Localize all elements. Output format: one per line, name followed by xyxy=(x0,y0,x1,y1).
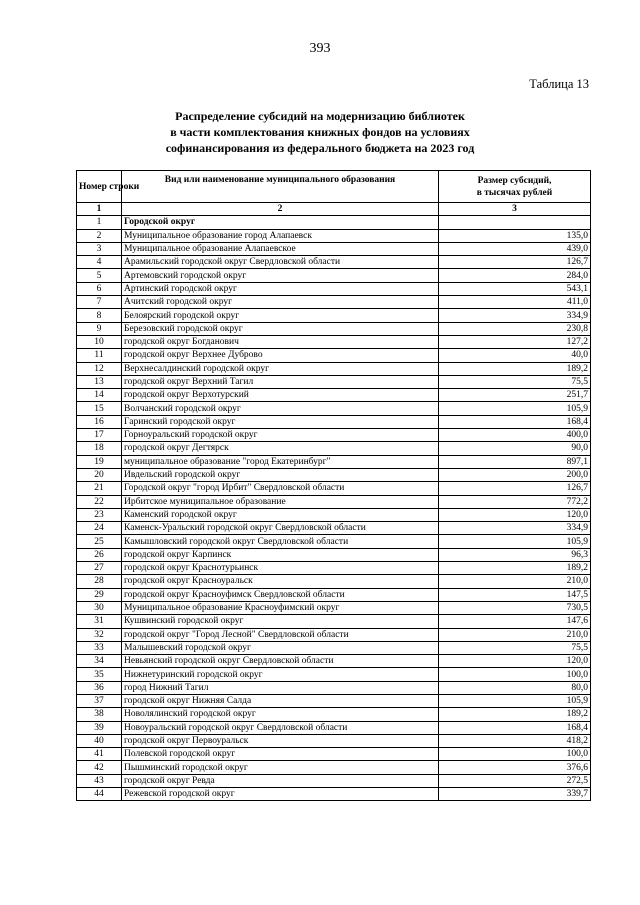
table-row xyxy=(77,429,591,442)
subsidy-value: 105,9 xyxy=(439,535,591,548)
table-row xyxy=(77,508,591,521)
row-number: 22 xyxy=(77,495,122,508)
subsidy-value: 120,0 xyxy=(439,508,591,521)
table-row xyxy=(77,734,591,747)
row-number: 15 xyxy=(77,402,122,415)
title-line: в части комплектования книжных фондов на условиях xyxy=(170,125,470,139)
table-row xyxy=(77,748,591,761)
municipality-name: Белоярский городской округ xyxy=(122,309,439,322)
subsidy-value: 189,2 xyxy=(439,708,591,721)
table-row xyxy=(77,774,591,787)
page-number: 393 xyxy=(309,41,331,56)
row-number: 43 xyxy=(77,774,122,787)
municipality-name: Верхнесалдинский городской округ xyxy=(122,362,439,375)
municipality-name: муниципальное образование "город Екатеринбург" xyxy=(122,455,439,468)
subsidy-value: 105,9 xyxy=(439,402,591,415)
table-row xyxy=(77,442,591,455)
row-number: 12 xyxy=(77,362,122,375)
municipality-name: Горноуральский городской округ xyxy=(122,429,439,442)
header-row-number: Номер строки xyxy=(77,171,122,203)
subsidy-value: 100,0 xyxy=(439,748,591,761)
table-row xyxy=(77,402,591,415)
row-number: 33 xyxy=(77,641,122,654)
municipality-name: городской округ Карпинск xyxy=(122,548,439,561)
subsidy-value: 897,1 xyxy=(439,455,591,468)
subsidy-value: 730,5 xyxy=(439,601,591,614)
row-number: 26 xyxy=(77,548,122,561)
municipality-name: Артемовский городской округ xyxy=(122,269,439,282)
municipality-name: Камышловский городской округ Свердловской области xyxy=(122,535,439,548)
row-number: 10 xyxy=(77,335,122,348)
row-number: 14 xyxy=(77,389,122,402)
row-number: 6 xyxy=(77,282,122,295)
table-row xyxy=(77,309,591,322)
table-row xyxy=(77,575,591,588)
table-row xyxy=(77,468,591,481)
subsidy-value: 90,0 xyxy=(439,442,591,455)
subsidy-value: 284,0 xyxy=(439,269,591,282)
municipality-name: городской округ Богданович xyxy=(122,335,439,348)
row-number: 36 xyxy=(77,681,122,694)
table-row xyxy=(77,389,591,402)
municipality-name: Ирбитское муниципальное образование xyxy=(122,495,439,508)
subsidy-value: 80,0 xyxy=(439,681,591,694)
row-number: 13 xyxy=(77,375,122,388)
municipality-name: город Нижний Тагил xyxy=(122,681,439,694)
subsidy-value: 168,4 xyxy=(439,415,591,428)
municipality-name: городской округ Красноуфимск Свердловской области xyxy=(122,588,439,601)
table-row xyxy=(77,415,591,428)
table-row xyxy=(77,256,591,269)
table-row xyxy=(77,269,591,282)
row-number: 4 xyxy=(77,256,122,269)
municipality-name: городской округ "Город Лесной" Свердловской области xyxy=(122,628,439,641)
subsidy-value: 168,4 xyxy=(439,721,591,734)
column-number: 1 xyxy=(77,203,122,216)
table-row xyxy=(77,721,591,734)
table-row xyxy=(77,482,591,495)
header-row xyxy=(77,171,591,203)
table-row xyxy=(77,362,591,375)
row-number: 34 xyxy=(77,655,122,668)
row-number: 41 xyxy=(77,748,122,761)
subsidy-value: 126,7 xyxy=(439,256,591,269)
row-number: 39 xyxy=(77,721,122,734)
municipality-name: Полевской городской округ xyxy=(122,748,439,761)
table-row xyxy=(77,535,591,548)
column-number-row xyxy=(77,203,591,216)
table-row xyxy=(77,335,591,348)
municipality-name: Муниципальное образование город Алапаевск xyxy=(122,229,439,242)
table-row xyxy=(77,229,591,242)
table-row xyxy=(77,562,591,575)
table-row xyxy=(77,322,591,335)
row-number: 24 xyxy=(77,522,122,535)
row-number: 21 xyxy=(77,482,122,495)
municipality-name: городской округ Верхний Тагил xyxy=(122,375,439,388)
subsidy-value xyxy=(439,216,591,229)
row-number: 16 xyxy=(77,415,122,428)
title-line: софинансирования из федерального бюджета на 2023 год xyxy=(165,141,475,155)
row-number: 11 xyxy=(77,349,122,362)
row-number: 29 xyxy=(77,588,122,601)
subsidy-value: 543,1 xyxy=(439,282,591,295)
subsidy-value: 251,7 xyxy=(439,389,591,402)
table-label: Таблица 13 xyxy=(529,77,589,91)
subsidy-value: 439,0 xyxy=(439,242,591,255)
subsidy-value: 334,9 xyxy=(439,522,591,535)
subsidy-value: 272,5 xyxy=(439,774,591,787)
municipality-name: Березовский городской округ xyxy=(122,322,439,335)
table-row xyxy=(77,282,591,295)
column-number: 3 xyxy=(439,203,591,216)
municipality-name: Кушвинский городской округ xyxy=(122,615,439,628)
municipality-name: Артинский городской округ xyxy=(122,282,439,295)
table-row xyxy=(77,694,591,707)
header-municipality: Вид или наименование муниципального образования xyxy=(122,171,439,203)
header-subsidy-line1: Размер субсидий, xyxy=(477,175,552,186)
table-row xyxy=(77,615,591,628)
municipality-name: Новолялинский городской округ xyxy=(122,708,439,721)
subsidy-value: 376,6 xyxy=(439,761,591,774)
row-number: 7 xyxy=(77,296,122,309)
subsidy-value: 120,0 xyxy=(439,655,591,668)
subsidy-value: 418,2 xyxy=(439,734,591,747)
row-number: 40 xyxy=(77,734,122,747)
municipality-name: городской округ Нижняя Салда xyxy=(122,694,439,707)
subsidy-value: 40,0 xyxy=(439,349,591,362)
column-number: 2 xyxy=(122,203,439,216)
municipality-name: Пышминский городской округ xyxy=(122,761,439,774)
row-number: 25 xyxy=(77,535,122,548)
subsidy-value: 127,2 xyxy=(439,335,591,348)
table-row xyxy=(77,681,591,694)
municipality-name: городской округ Первоуральск xyxy=(122,734,439,747)
municipality-name: Нижнетуринский городской округ xyxy=(122,668,439,681)
subsidy-value: 96,3 xyxy=(439,548,591,561)
table-row xyxy=(77,628,591,641)
table-row xyxy=(77,761,591,774)
row-number: 44 xyxy=(77,788,122,801)
municipality-name: Новоуральский городской округ Свердловской области xyxy=(122,721,439,734)
subsidy-value: 126,7 xyxy=(439,482,591,495)
municipality-name: городской округ Верхотурский xyxy=(122,389,439,402)
row-number: 20 xyxy=(77,468,122,481)
subsidy-value: 772,2 xyxy=(439,495,591,508)
table-row xyxy=(77,522,591,535)
table-row xyxy=(77,708,591,721)
subsidy-value: 189,2 xyxy=(439,562,591,575)
municipality-name: Невьянский городской округ Свердловской области xyxy=(122,655,439,668)
row-number: 3 xyxy=(77,242,122,255)
municipality-name: Муниципальное образование Алапаевское xyxy=(122,242,439,255)
subsidy-value: 400,0 xyxy=(439,429,591,442)
municipality-name: Волчанский городской округ xyxy=(122,402,439,415)
subsidy-value: 135,0 xyxy=(439,229,591,242)
table-row xyxy=(77,375,591,388)
subsidy-value: 210,0 xyxy=(439,575,591,588)
subsidy-value: 189,2 xyxy=(439,362,591,375)
municipality-name: Малышевский городской округ xyxy=(122,641,439,654)
row-number: 5 xyxy=(77,269,122,282)
subsidy-value: 147,6 xyxy=(439,615,591,628)
subsidy-value: 210,0 xyxy=(439,628,591,641)
row-number: 9 xyxy=(77,322,122,335)
table-row xyxy=(77,548,591,561)
municipality-name: Каменский городской округ xyxy=(122,508,439,521)
row-number: 31 xyxy=(77,615,122,628)
subsidy-value: 105,9 xyxy=(439,694,591,707)
document-title xyxy=(0,108,640,156)
table-row xyxy=(77,455,591,468)
row-number: 32 xyxy=(77,628,122,641)
table-row xyxy=(77,788,591,801)
subsidy-value: 411,0 xyxy=(439,296,591,309)
row-number: 1 xyxy=(77,216,122,229)
municipality-name: Городской округ xyxy=(122,216,439,229)
subsidy-value: 75,5 xyxy=(439,641,591,654)
table-row xyxy=(77,601,591,614)
row-number: 30 xyxy=(77,601,122,614)
table-row xyxy=(77,216,591,229)
header-subsidy-amount xyxy=(439,171,591,203)
row-number: 38 xyxy=(77,708,122,721)
row-number: 27 xyxy=(77,562,122,575)
header-subsidy-line2: в тысячах рублей xyxy=(476,187,553,198)
row-number: 35 xyxy=(77,668,122,681)
subsidy-value: 230,8 xyxy=(439,322,591,335)
municipality-name: городской округ Краснотурьинск xyxy=(122,562,439,575)
municipality-name: городской округ Ревда xyxy=(122,774,439,787)
subsidy-value: 75,5 xyxy=(439,375,591,388)
table-row xyxy=(77,641,591,654)
subsidy-value: 200,0 xyxy=(439,468,591,481)
table-row xyxy=(77,349,591,362)
subsidy-value: 339,7 xyxy=(439,788,591,801)
municipality-name: городской округ Дегтярск xyxy=(122,442,439,455)
row-number: 17 xyxy=(77,429,122,442)
table-row xyxy=(77,296,591,309)
title-line: Распределение субсидий на модернизацию библиотек xyxy=(175,109,465,123)
table-row xyxy=(77,655,591,668)
municipality-name: городской округ Красноуральск xyxy=(122,575,439,588)
table-row xyxy=(77,588,591,601)
table-row xyxy=(77,668,591,681)
row-number: 19 xyxy=(77,455,122,468)
table-row xyxy=(77,495,591,508)
municipality-name: Муниципальное образование Красноуфимский округ xyxy=(122,601,439,614)
subsidy-table xyxy=(76,170,591,801)
subsidy-value: 147,5 xyxy=(439,588,591,601)
row-number: 37 xyxy=(77,694,122,707)
subsidy-value: 100,0 xyxy=(439,668,591,681)
subsidy-value: 334,9 xyxy=(439,309,591,322)
municipality-name: Ивдельский городской округ xyxy=(122,468,439,481)
municipality-name: Городской округ "город Ирбит" Свердловской области xyxy=(122,482,439,495)
municipality-name: Каменск-Уральский городской округ Свердловской области xyxy=(122,522,439,535)
row-number: 2 xyxy=(77,229,122,242)
row-number: 23 xyxy=(77,508,122,521)
row-number: 18 xyxy=(77,442,122,455)
row-number: 42 xyxy=(77,761,122,774)
row-number: 8 xyxy=(77,309,122,322)
row-number: 28 xyxy=(77,575,122,588)
municipality-name: городской округ Верхнее Дуброво xyxy=(122,349,439,362)
municipality-name: Режевской городской округ xyxy=(122,788,439,801)
municipality-name: Ачитский городской округ xyxy=(122,296,439,309)
municipality-name: Арамильский городской округ Свердловской области xyxy=(122,256,439,269)
municipality-name: Гаринский городской округ xyxy=(122,415,439,428)
table-row xyxy=(77,242,591,255)
